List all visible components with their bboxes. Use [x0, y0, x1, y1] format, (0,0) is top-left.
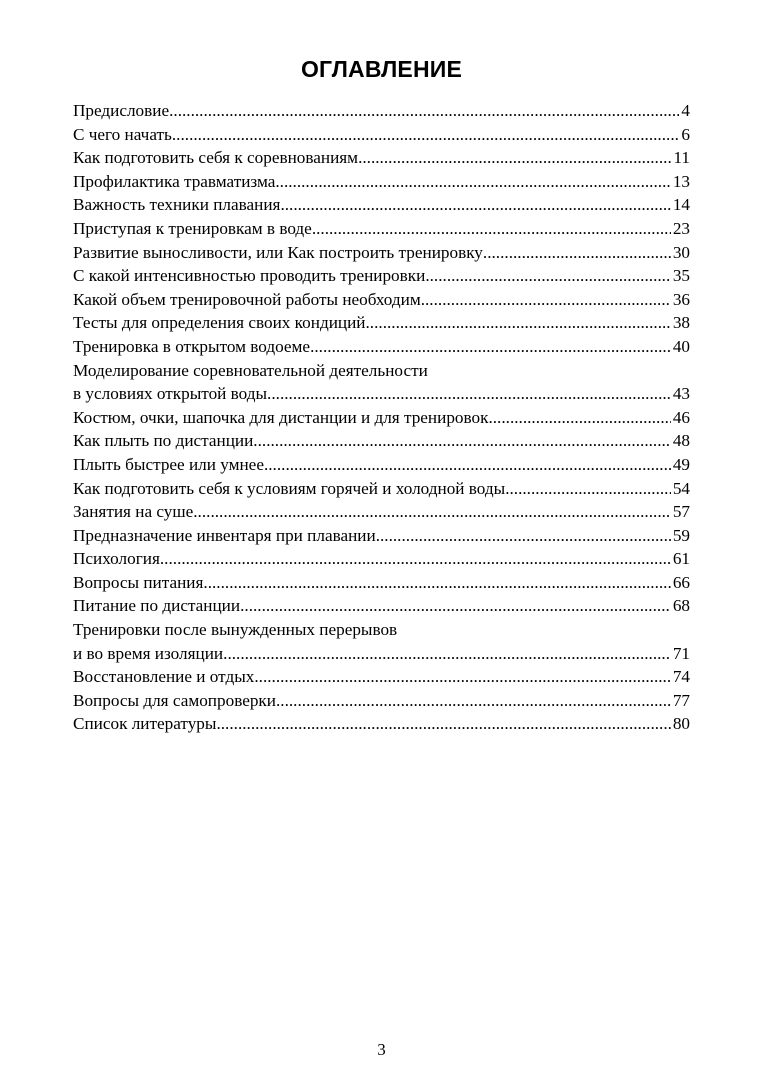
toc-entry-title: Занятия на суше: [73, 502, 194, 522]
toc-entry[interactable]: [73, 689, 690, 713]
toc-entry[interactable]: [73, 146, 690, 170]
toc-entry[interactable]: [73, 453, 690, 477]
toc-entry[interactable]: [73, 665, 690, 689]
toc-entry-title: Какой объем тренировочной работы необходим: [73, 289, 421, 309]
toc-entry-title: Профилактика травматизма: [73, 171, 276, 191]
leader-dots: [160, 547, 671, 571]
toc-entry-title: Питание по дистанции: [73, 596, 241, 616]
leader-dots: [358, 146, 671, 170]
toc-entry[interactable]: [73, 241, 690, 265]
toc-entry-title: С чего начать: [73, 124, 172, 144]
toc-entry-page: 14: [672, 195, 690, 215]
toc-entry-title: Как подготовить себя к условиям горячей и холодной воды: [73, 478, 506, 498]
leader-dots: [172, 123, 680, 147]
leader-dots: [366, 311, 671, 335]
toc-entry-title: Психология: [73, 549, 160, 569]
leader-dots: [264, 453, 671, 477]
toc-entry-page: 66: [672, 572, 690, 592]
toc-entry[interactable]: [73, 217, 690, 241]
toc-entry-title: Развитие выносливости, или Как построить тренировку: [73, 242, 483, 262]
toc-entry-page: 36: [672, 289, 690, 309]
leader-dots: [253, 429, 671, 453]
toc-entry-page: 49: [672, 454, 690, 474]
leader-dots: [203, 571, 670, 595]
toc-entry-page: 46: [672, 407, 690, 427]
toc-entry-page: 71: [672, 643, 690, 663]
toc-entry[interactable]: [73, 594, 690, 618]
toc-entry-page: 40: [672, 336, 690, 356]
toc-entry-page: 43: [672, 384, 690, 404]
leader-dots: [216, 712, 670, 736]
leader-dots: [488, 406, 670, 430]
toc-entry-title: Предназначение инвентаря при плавании: [73, 525, 376, 545]
toc-entry-page: 38: [672, 313, 690, 333]
toc-entry-title: Восстановление и отдых: [73, 667, 255, 687]
leader-dots: [267, 382, 671, 406]
toc-entry-title-line1[interactable]: Тренировки после вынужденных перерывов: [73, 620, 398, 640]
leader-dots: [483, 241, 671, 265]
leader-dots: [310, 335, 671, 359]
leader-dots: [312, 217, 671, 241]
toc-entry-title: Предисловие: [73, 101, 170, 120]
leader-dots: [505, 477, 671, 501]
toc-entry[interactable]: [73, 477, 690, 501]
toc-entry[interactable]: [73, 500, 690, 524]
toc-entry-page: 59: [672, 525, 690, 545]
toc-entry[interactable]: [73, 288, 690, 312]
leader-dots: [376, 524, 671, 548]
toc-entry-page: 57: [672, 502, 690, 522]
toc-entry-page: 23: [672, 218, 690, 238]
toc-entry-page: 30: [672, 242, 690, 262]
toc-entry[interactable]: [73, 642, 690, 666]
toc-entry-page: 54: [672, 478, 690, 498]
toc-entry-page: 4: [681, 101, 690, 120]
toc-entry-title: Костюм, очки, шапочка для дистанции и для тренировок: [73, 407, 489, 427]
toc-entry-page: 61: [672, 549, 690, 569]
toc-entry[interactable]: [73, 99, 690, 123]
leader-dots: [254, 665, 670, 689]
toc-entry-page: 68: [672, 596, 690, 616]
leader-dots: [169, 99, 679, 123]
toc-entry-title: Тренировка в открытом водоеме: [73, 336, 311, 356]
leader-dots: [193, 500, 671, 524]
toc-entry-page: 35: [672, 266, 690, 286]
toc-entry-page: 80: [672, 714, 690, 734]
toc-entry-page: 11: [673, 148, 690, 168]
leader-dots: [425, 264, 670, 288]
table-of-contents: [73, 99, 690, 736]
toc-entry[interactable]: [73, 712, 690, 736]
leader-dots: [276, 689, 671, 713]
toc-entry[interactable]: [73, 264, 690, 288]
toc-entry-title: Важность техники плавания: [73, 195, 281, 215]
toc-entry-title: Плыть быстрее или умнее: [73, 454, 264, 474]
leader-dots: [275, 170, 670, 194]
toc-entry-page: 48: [672, 431, 690, 451]
page-number: 3: [377, 1040, 386, 1059]
toc-entry-title: Как подготовить себя к соревнованиям: [73, 148, 359, 168]
toc-entry-title: Вопросы питания: [73, 572, 204, 592]
toc-entry[interactable]: [73, 193, 690, 217]
toc-entry-title: Приступая к тренировкам в воде: [73, 218, 312, 238]
toc-entry[interactable]: [73, 406, 690, 430]
toc-entry-title: Вопросы для самопроверки: [73, 690, 276, 710]
toc-entry-title: Тесты для определения своих кондиций: [73, 313, 366, 333]
toc-entry[interactable]: [73, 547, 690, 571]
toc-entry-title: и во время изоляции: [73, 643, 224, 663]
leader-dots: [280, 193, 670, 217]
toc-entry-title: в условиях открытой воды: [73, 384, 268, 404]
toc-entry[interactable]: [73, 123, 690, 147]
toc-entry-title: Как плыть по дистанции: [73, 431, 254, 451]
toc-entry-page: 77: [672, 690, 690, 710]
toc-entry[interactable]: [73, 335, 690, 359]
leader-dots: [421, 288, 671, 312]
toc-entry[interactable]: [73, 524, 690, 548]
toc-entry-page: 74: [672, 667, 690, 687]
toc-entry[interactable]: [73, 170, 690, 194]
toc-entry[interactable]: [73, 311, 690, 335]
toc-entry[interactable]: [73, 429, 690, 453]
toc-entry-title: Список литературы: [73, 714, 217, 734]
toc-entry-page: 13: [672, 171, 690, 191]
toc-entry[interactable]: [73, 571, 690, 595]
leader-dots: [223, 642, 671, 666]
toc-entry-page: 6: [681, 124, 690, 144]
toc-entry-title: С какой интенсивностью проводить тренировки: [73, 266, 426, 286]
toc-entry[interactable]: [73, 382, 690, 406]
page-title: ОГЛАВЛЕНИЕ: [300, 56, 463, 82]
toc-entry-title-line1[interactable]: Моделирование соревновательной деятельности: [73, 360, 428, 380]
leader-dots: [240, 594, 671, 618]
